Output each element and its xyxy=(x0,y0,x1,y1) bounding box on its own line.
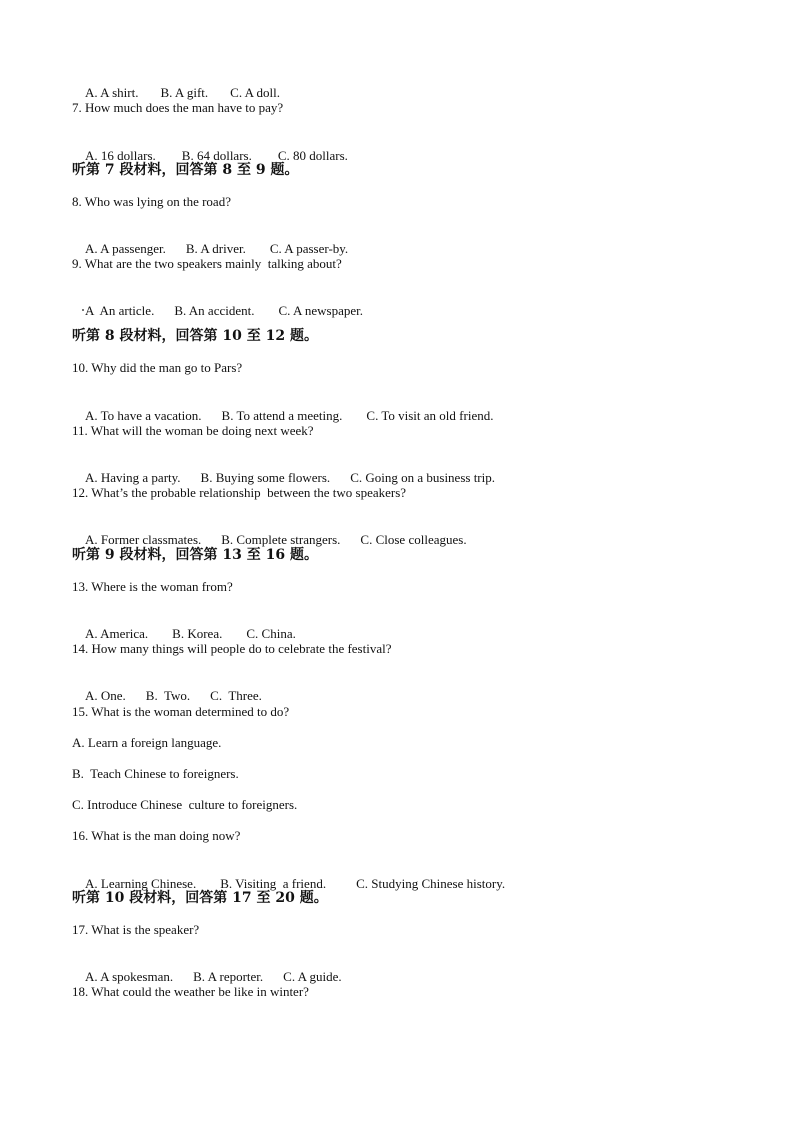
option-b: B. Two. xyxy=(145,688,191,703)
option-a: A. To have a vacation. xyxy=(85,408,202,423)
option-b: B. A driver. xyxy=(185,241,246,256)
option-a: A. Learning Chinese. xyxy=(85,876,197,891)
option-b: B. A gift. xyxy=(160,85,209,100)
question-9: 9. What are the two speakers mainly talking about? xyxy=(72,256,342,271)
option-c: C. A doll. xyxy=(230,85,281,100)
question-16: 16. What is the man doing now? xyxy=(72,828,241,843)
question-12: 12. What’s the probable relationship between the two speakers? xyxy=(72,485,407,500)
option-b: B. An accident. xyxy=(174,303,255,318)
option-b: B. Visiting a friend. xyxy=(220,876,327,891)
question-17: 17. What is the speaker? xyxy=(72,922,200,937)
option-a: A. America. xyxy=(85,626,149,641)
option-a: A. One. xyxy=(85,688,126,703)
option-15a: A. Learn a foreign language. xyxy=(72,735,222,750)
option-c: C. Close colleagues. xyxy=(360,532,467,547)
section-heading-10: 听第 10 段材料，回答第 17 至 20 题。 xyxy=(72,890,328,906)
question-7: 7. How much does the man have to pay? xyxy=(72,100,284,115)
option-b: B. Buying some flowers. xyxy=(200,470,331,485)
question-13: 13. Where is the woman from? xyxy=(72,579,233,594)
option-a: A. Having a party. xyxy=(85,470,181,485)
option-c: C. China. xyxy=(246,626,296,641)
option-b: B. Complete strangers. xyxy=(221,532,341,547)
option-a: A. 16 dollars. xyxy=(85,148,156,163)
option-b: B. Korea. xyxy=(172,626,223,641)
option-c: C. Studying Chinese history. xyxy=(356,876,506,891)
option-a: A. A shirt. xyxy=(85,85,139,100)
section-heading-7: 听第 7 段材料，回答第 8 至 9 题。 xyxy=(72,162,299,178)
option-15c: C. Introduce Chinese culture to foreigners. xyxy=(72,797,298,812)
option-b: B. A reporter. xyxy=(193,969,264,984)
option-b: B. To attend a meeting. xyxy=(221,408,343,423)
question-14: 14. How many things will people do to celebrate the festival? xyxy=(72,641,392,656)
option-c: C. Going on a business trip. xyxy=(350,470,495,485)
option-15b: B. Teach Chinese to foreigners. xyxy=(72,766,239,781)
option-c: C. A passer-by. xyxy=(269,241,349,256)
option-c: C. A newspaper. xyxy=(278,303,363,318)
option-a: A. A spokesman. xyxy=(85,969,174,984)
option-a: A. A passenger. xyxy=(85,241,166,256)
scan-mark xyxy=(82,309,84,311)
question-18: 18. What could the weather be like in winter? xyxy=(72,984,309,999)
option-b: B. 64 dollars. xyxy=(181,148,252,163)
question-11: 11. What will the woman be doing next week? xyxy=(72,423,314,438)
section-heading-8: 听第 8 段材料，回答第 10 至 12 题。 xyxy=(72,328,318,344)
question-15: 15. What is the woman determined to do? xyxy=(72,704,290,719)
option-c: C. Three. xyxy=(210,688,262,703)
option-c: C. To visit an old friend. xyxy=(366,408,494,423)
question-10: 10. Why did the man go to Pars? xyxy=(72,360,243,375)
option-c: C. 80 dollars. xyxy=(277,148,348,163)
option-c: C. A guide. xyxy=(283,969,342,984)
question-8: 8. Who was lying on the road? xyxy=(72,194,231,209)
option-a: A. Former classmates. xyxy=(85,532,202,547)
option-a: A An article. xyxy=(85,303,155,318)
section-heading-9: 听第 9 段材料，回答第 13 至 16 题。 xyxy=(72,547,318,563)
